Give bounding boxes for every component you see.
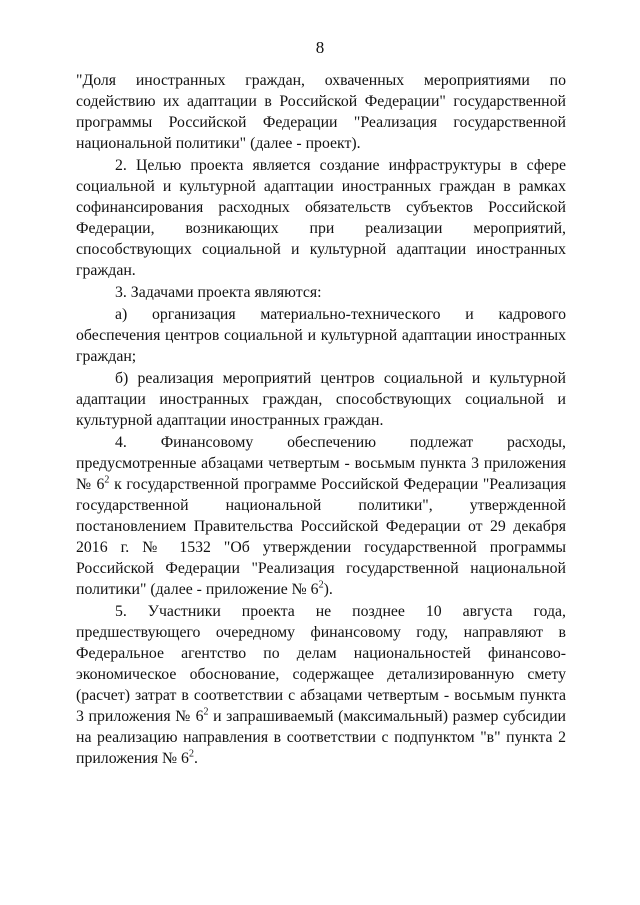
paragraph-project-goal: 2. Целью проекта является создание инфраструктуры в сфере социальной и культурной адаптации иностранных граждан в рамках софинансирования расходных обязательств субъектов Российской Федерации, возникающих при реализации мероприятий, способствующих социальной и культурной адаптации иностранных граждан.: [76, 157, 566, 279]
participants-text-part: 5. Участники проекта не позднее 10 августа года, предшествующего очередному финансовому году, направляют в Федеральное агентство по делам национальностей финансово-экономическое обоснование, содержащее детализированную смету (расчет) затрат в соответствии с абзацами четвертым - восьмым пункта 3 приложения № 6: [76, 603, 566, 725]
participants-text-part: .: [193, 750, 198, 767]
financing-text-part: 4. Финансовому обеспечению подлежат расходы, предусмотренные абзацами четвертым - восьмым пункта 3 приложения № 6: [76, 434, 566, 493]
document-body: [76, 70, 566, 769]
paragraph-project-title-continuation: "Доля иностранных граждан, охваченных мероприятиями по содействию их адаптации в Российской Федерации" государственной программы Российской Федерации "Реализация государственной национальной политики" (далее - проект).: [76, 72, 566, 152]
participants-text-part: и запрашиваемый (максимальный) размер субсидии на реализацию направления в соответствии с подпунктом "в" пункта 2 приложения № 6: [76, 708, 566, 767]
paragraph-financing: [76, 432, 566, 600]
paragraph-task-a: а) организация материально-технического и кадрового обеспечения центров социальной и культурной адаптации иностранных граждан;: [76, 306, 566, 365]
superscript: 2: [318, 579, 324, 591]
page-number: 8: [315, 38, 325, 57]
paragraph-project-tasks-heading: 3. Задачами проекта являются:: [115, 284, 322, 301]
paragraph-participants: [76, 601, 566, 769]
financing-text-part: ).: [323, 581, 333, 598]
financing-text-part: к государственной программе Российской Федерации "Реализация государственной национальной политики", утвержденной постановлением Правительства Российской Федерации от 29 декабря 2016 г. № 1532 "Об утверждении государственной программы Российской Федерации "Реализация государственной национальной политики" (далее - приложение № 6: [76, 476, 566, 598]
superscript: 2: [203, 706, 209, 718]
paragraph-task-b: б) реализация мероприятий центров социальной и культурной адаптации иностранных граждан, способствующих социальной и культурной адаптации иностранных граждан.: [76, 370, 566, 429]
superscript: 2: [104, 474, 110, 486]
superscript: 2: [188, 748, 194, 760]
